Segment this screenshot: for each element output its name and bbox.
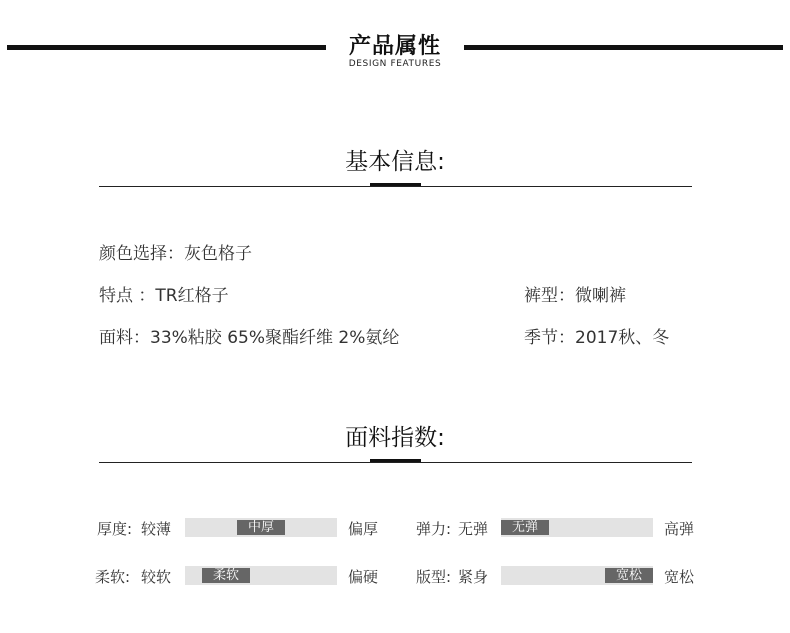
fit-track bbox=[501, 566, 653, 585]
elasticity-label: 弹力: bbox=[416, 520, 452, 538]
softness-marker: 柔软 bbox=[202, 568, 250, 583]
softness-low-label: 较软 bbox=[141, 568, 172, 586]
fabric-info: 面料：33%粘胶 65%聚酯纤维 2%氨纶 bbox=[99, 328, 400, 348]
color-info: 颜色选择：灰色格子 bbox=[99, 244, 252, 264]
thickness-high-label: 偏厚 bbox=[348, 520, 379, 538]
pants-type-info: 裤型：微喇裤 bbox=[524, 286, 626, 306]
fabric-index-divider bbox=[99, 462, 692, 463]
fabric-index-accent bbox=[370, 459, 421, 462]
softness-track bbox=[185, 566, 337, 585]
softness-high-label: 偏硬 bbox=[348, 568, 379, 586]
page-subtitle: DESIGN FEATURES bbox=[348, 59, 442, 69]
thickness-track bbox=[185, 518, 337, 537]
elasticity-track bbox=[501, 518, 653, 537]
page-title: 产品属性 bbox=[348, 34, 441, 59]
basic-info-title: 基本信息: bbox=[345, 149, 445, 175]
season-info: 季节：2017秋、冬 bbox=[524, 328, 670, 348]
fabric-index-title: 面料指数: bbox=[345, 425, 445, 451]
thickness-label: 厚度: bbox=[97, 520, 133, 538]
fit-marker: 宽松 bbox=[605, 568, 653, 583]
basic-info-accent bbox=[370, 183, 421, 186]
fit-low-label: 紧身 bbox=[458, 568, 489, 586]
softness-label: 柔软: bbox=[95, 568, 131, 586]
elasticity-high-label: 高弹 bbox=[664, 520, 695, 538]
elasticity-low-label: 无弹 bbox=[458, 520, 489, 538]
thickness-marker: 中厚 bbox=[237, 520, 285, 535]
fit-label: 版型: bbox=[416, 568, 452, 586]
feature-info: 特点 ：TR红格子 bbox=[99, 286, 229, 306]
elasticity-marker: 无弹 bbox=[501, 520, 549, 535]
basic-info-divider bbox=[99, 186, 692, 187]
fit-high-label: 宽松 bbox=[664, 568, 695, 586]
thickness-low-label: 较薄 bbox=[141, 520, 172, 538]
